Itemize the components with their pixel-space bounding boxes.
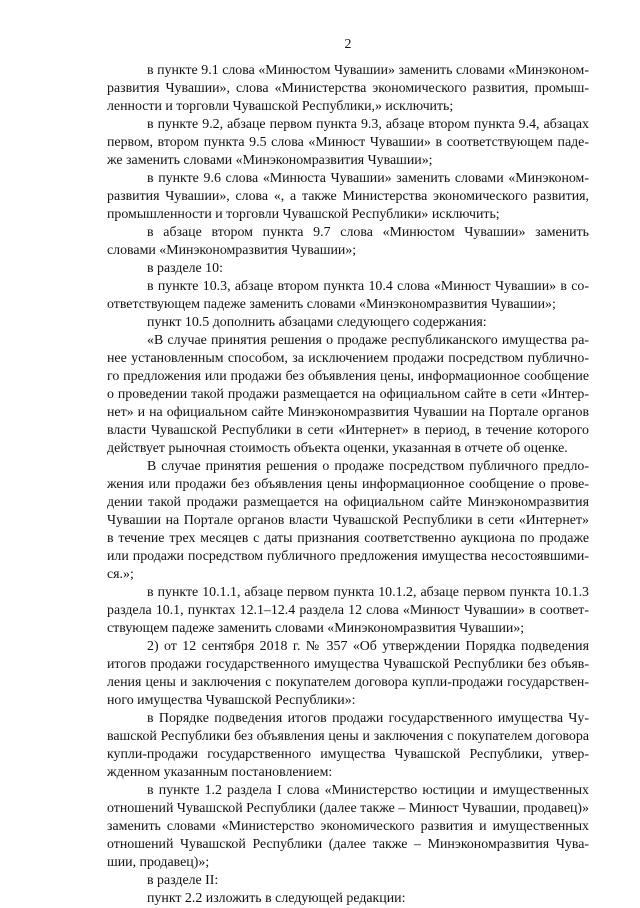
paragraph-9: В случае принятия решения о продаже посредством публичного предложения или продажи без объявления цены информационное сообщение о проведении такой продажи размещается на официальном сайте Минэкономразвития Чувашии на Портале органов власти Чувашской Республики в сети «Интернет» в течение трех месяцев с даты признания соответственно аукциона по продаже или продажи посредством публичного предложения имущества несостоявшимися.»; — [107, 459, 589, 582]
paragraph-13: в пункте 1.2 раздела I слова «Министерство юстиции и имущественных отношений Чувашской Республики (далее также – Минюст Чувашии, продавец)» заменить словами «Министерство экономического развития и имущественных отношений Чувашской Республики (далее также – Минэкономразвития Чувашии, продавец)»; — [107, 783, 589, 870]
paragraph-3: в пункте 9.6 слова «Минюста Чувашии» заменить словами «Минэкономразвития Чувашии», слова «, а также Министерства экономического развития, промышленности и торговли Чувашской Республики» исключить; — [107, 171, 589, 222]
paragraph-14: в разделе II: — [147, 873, 219, 888]
paragraph-1: в пункте 9.1 слова «Минюстом Чувашии» заменить словами «Минэкономразвития Чувашии», слова «Министерства экономического развития, промышленности и торговли Чувашской Республики,» исключить; — [107, 63, 589, 114]
paragraph-8: «В случае принятия решения о продаже республиканского имущества ранее установленным способом, за исключением продажи посредством публичного предложения или продажи без объявления цены, информационное сообщение о проведении такой продажи размещается на официальном сайте в сети «Интернет» и на официальном сайте Минэкономразвития Чувашии на Портале органов власти Чувашской Республики в сети «Интернет» в период, в течение которого действует рыночная стоимость объекта оценки, указанная в отчете об оценке. — [107, 333, 589, 456]
paragraph-10: в пункте 10.1.1, абзаце первом пункта 10.1.2, абзаце первом пункта 10.1.3 раздела 10.1, пунктах 12.1–12.4 раздела 12 слова «Минюст Чувашии» в соответствующем падеже заменить словами «Минэкономразвития Чувашии»; — [107, 585, 589, 636]
page-number: 2 — [344, 37, 352, 52]
paragraph-12: в Порядке подведения итогов продажи государственного имущества Чувашской Республики без объявления цены и заключения с покупателем договора купли-продажи государственного имущества Чувашской Республики, утвержденном указанным постановлением: — [107, 711, 589, 780]
paragraph-4: в абзаце втором пункта 9.7 слова «Минюстом Чувашии» заменить словами «Минэкономразвития Чувашии»; — [107, 225, 589, 258]
paragraph-7: пункт 10.5 дополнить абзацами следующего содержания: — [147, 315, 487, 330]
paragraph-11: 2) от 12 сентября 2018 г. № 357 «Об утверждении Порядка подведения итогов продажи государственного имущества Чувашской Республики без объявления цены и заключения с покупателем договора купли-продажи государственного имущества Чувашской Республики»: — [107, 639, 589, 708]
paragraph-5: в разделе 10: — [147, 261, 223, 276]
paragraph-2: в пункте 9.2, абзаце первом пункта 9.3, абзаце втором пункта 9.4, абзацах первом, втором пункта 9.5 слова «Минюст Чувашии» в соответствующем падеже заменить словами «Минэкономразвития Чувашии»; — [107, 117, 589, 168]
paragraph-15: пункт 2.2 изложить в следующей редакции: — [147, 891, 406, 906]
paragraph-6: в пункте 10.3, абзаце втором пункта 10.4 слова «Минюст Чувашии» в соответствующем падеже заменить словами «Минэкономразвития Чувашии»; — [107, 279, 589, 312]
